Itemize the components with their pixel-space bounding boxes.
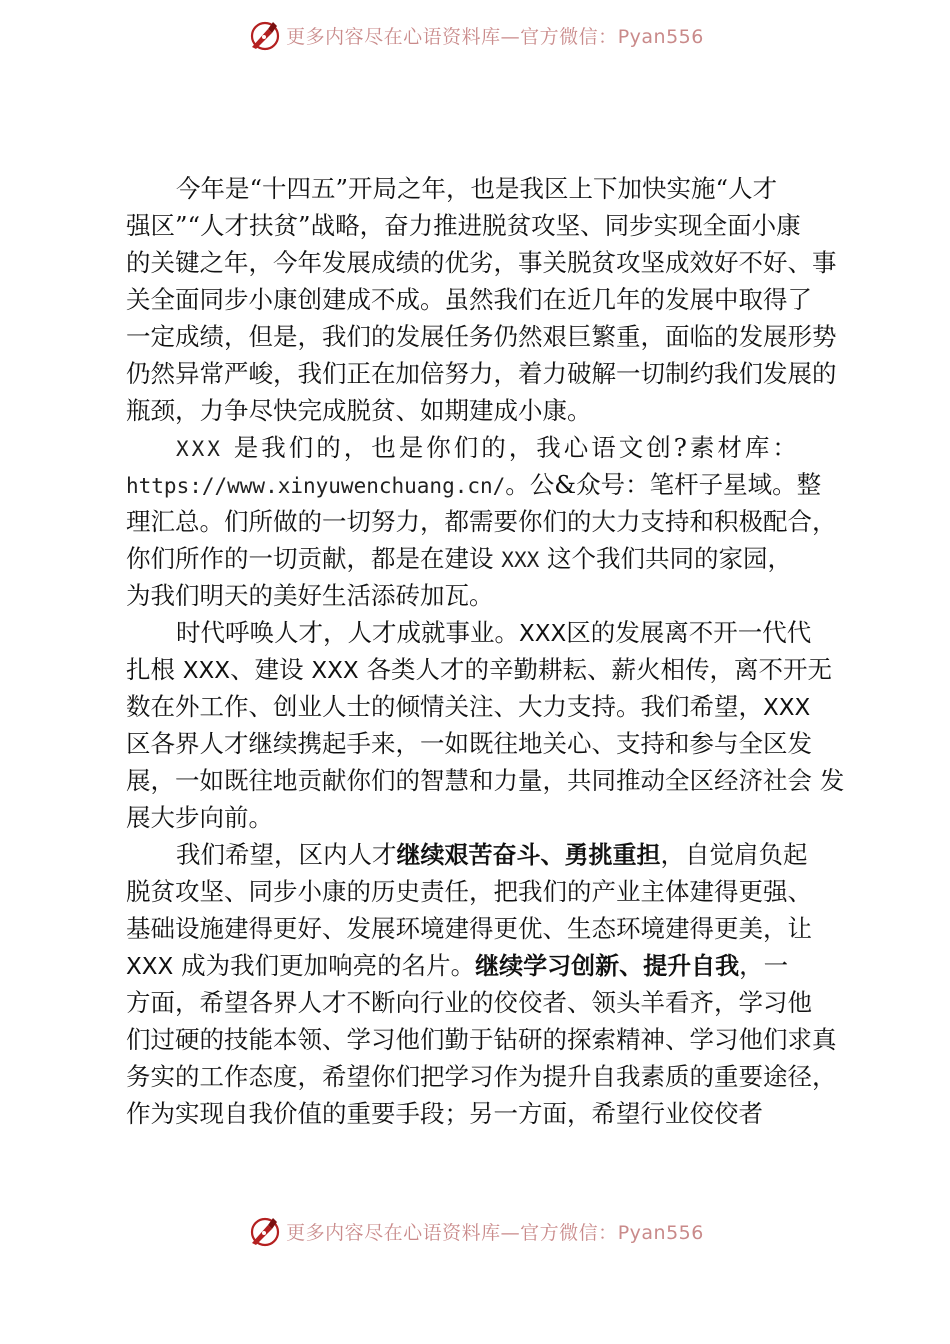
paragraph-3-line-5: 展，一如既往地贡献你们的智慧和力量，共同推动全区经济社会 发	[126, 766, 845, 795]
paragraph-2-line-5: 为我们明天的美好生活添砖加瓦。	[126, 581, 494, 610]
placeholder-xxx: XXX	[182, 658, 231, 684]
watermark-contact-id: Pyan556	[617, 25, 704, 48]
text-span: 我们希望，区内人才	[176, 840, 397, 869]
paragraph-4-line-5: 方面，希望各界人才不断向行业的佼佼者、领头羊看齐，学习他	[126, 988, 812, 1017]
text-span: 扎根	[126, 655, 175, 684]
placeholder-xxx: XXX	[763, 695, 811, 721]
watermark-brand: 更多内容尽在心语资料库	[286, 1221, 501, 1244]
text-span: 。公&众号：笔杆子星域。整	[505, 470, 822, 499]
paragraph-2-line-3: 理汇总。们所做的一切努力，都需要你们的大力支持和积极配合，	[126, 507, 837, 536]
text-span: 、建设	[230, 655, 304, 684]
paragraph-3-line-4: 区各界人才继续携起手来，一如既往地关心、支持和参与全区发	[126, 729, 812, 758]
text-span: 数在外工作、创业人士的倾情关注、大力支持。我们希望，	[126, 692, 763, 721]
paragraph-4-line-2: 脱贫攻坚、同步小康的历史责任，把我们的产业主体建得更强、	[126, 877, 812, 906]
text-span: 区的发展离不开一代代	[566, 618, 812, 647]
placeholder-xxx: XXX	[519, 621, 567, 647]
paragraph-3-line-2	[126, 651, 866, 688]
paragraph-2-line-1	[126, 429, 866, 466]
paragraph-3-line-6: 展大步向前。	[126, 803, 273, 832]
paragraph-1-line-2: 强区”“人才扶贫”战略，奋力推进脱贫攻坚、同步实现全面小康	[126, 211, 801, 240]
watermark-brand: 更多内容尽在心语资料库	[286, 25, 501, 48]
paragraph-4-line-1	[126, 836, 866, 873]
paragraph-1-line-4: 关全面同步小康创建成不成。虽然我们在近几年的发展中取得了	[126, 285, 812, 314]
paragraph-1-line-6: 仍然异常严峻，我们正在加倍努力，着力破解一切制约我们发展的	[126, 359, 837, 388]
text-span: 成为我们更加响亮的名片。	[181, 951, 476, 980]
footer-watermark	[0, 1211, 950, 1251]
watermark-contact-id: Pyan556	[617, 1221, 704, 1244]
placeholder-xxx: XXX	[176, 437, 223, 461]
text-span: ，自觉肩负起	[660, 840, 808, 869]
placeholder-xxx: XXX	[501, 548, 540, 572]
watermark-contact-label: 官方微信：	[520, 1221, 618, 1244]
watermark-dash: —	[500, 1221, 521, 1244]
emphasis-text: 继续学习创新、提升自我	[475, 952, 740, 980]
placeholder-xxx: XXX	[126, 954, 174, 980]
text-span: 你们所作的一切贡献，都是在建设	[126, 544, 494, 573]
watermark-contact-label: 官方微信：	[520, 25, 618, 48]
placeholder-xxx: XXX	[311, 658, 359, 684]
source-url: https://www.xinyuwenchuang.cn/	[126, 474, 506, 498]
paragraph-1-line-1: 今年是“十四五”开局之年，也是我区上下加快实施“人才	[176, 174, 778, 203]
watermark-dash: —	[500, 25, 521, 48]
brand-logo-icon	[246, 17, 282, 53]
document-body	[126, 170, 866, 1132]
text-span: 时代呼唤人才，人才成就事业。	[176, 618, 519, 647]
paragraph-1-line-7: 瓶颈，力争尽快完成脱贫、如期建成小康。	[126, 396, 592, 425]
paragraph-2-line-2	[126, 466, 866, 503]
text-span: 各类人才的辛勤耕耘、薪火相传，离不开无	[366, 655, 832, 684]
paragraph-4-line-3: 基础设施建得更好、发展环境建得更优、生态环境建得更美，让	[126, 914, 812, 943]
paragraph-1-line-5: 一定成绩，但是，我们的发展任务仍然艰巨繁重，面临的发展形势	[126, 322, 837, 351]
text-span: 这个我们共同的家园，	[547, 544, 793, 573]
header-watermark	[0, 15, 950, 55]
paragraph-4-line-4	[126, 947, 866, 984]
brand-logo-icon	[246, 1213, 282, 1249]
text-span: 是我们的，也是你们的，我心语文创?素材库：	[233, 433, 800, 462]
watermark-text	[286, 22, 704, 49]
paragraph-4-line-6: 们过硬的技能本领、学习他们勤于钻研的探索精神、学习他们求真	[126, 1025, 837, 1054]
paragraph-1-line-3: 的关键之年，今年发展成绩的优劣，事关脱贫攻坚成效好不好、事	[126, 248, 837, 277]
paragraph-4-line-7: 务实的工作态度，希望你们把学习作为提升自我素质的重要途径，	[126, 1062, 837, 1091]
paragraph-2-line-4	[126, 540, 866, 577]
paragraph-3-line-3	[126, 688, 866, 725]
text-span: ，一	[739, 951, 789, 980]
emphasis-text: 继续艰苦奋斗、勇挑重担	[396, 841, 661, 869]
paragraph-3-line-1	[126, 614, 866, 651]
watermark-text	[286, 1218, 704, 1245]
paragraph-4-line-8: 作为实现自我价值的重要手段；另一方面，希望行业佼佼者	[126, 1099, 763, 1128]
